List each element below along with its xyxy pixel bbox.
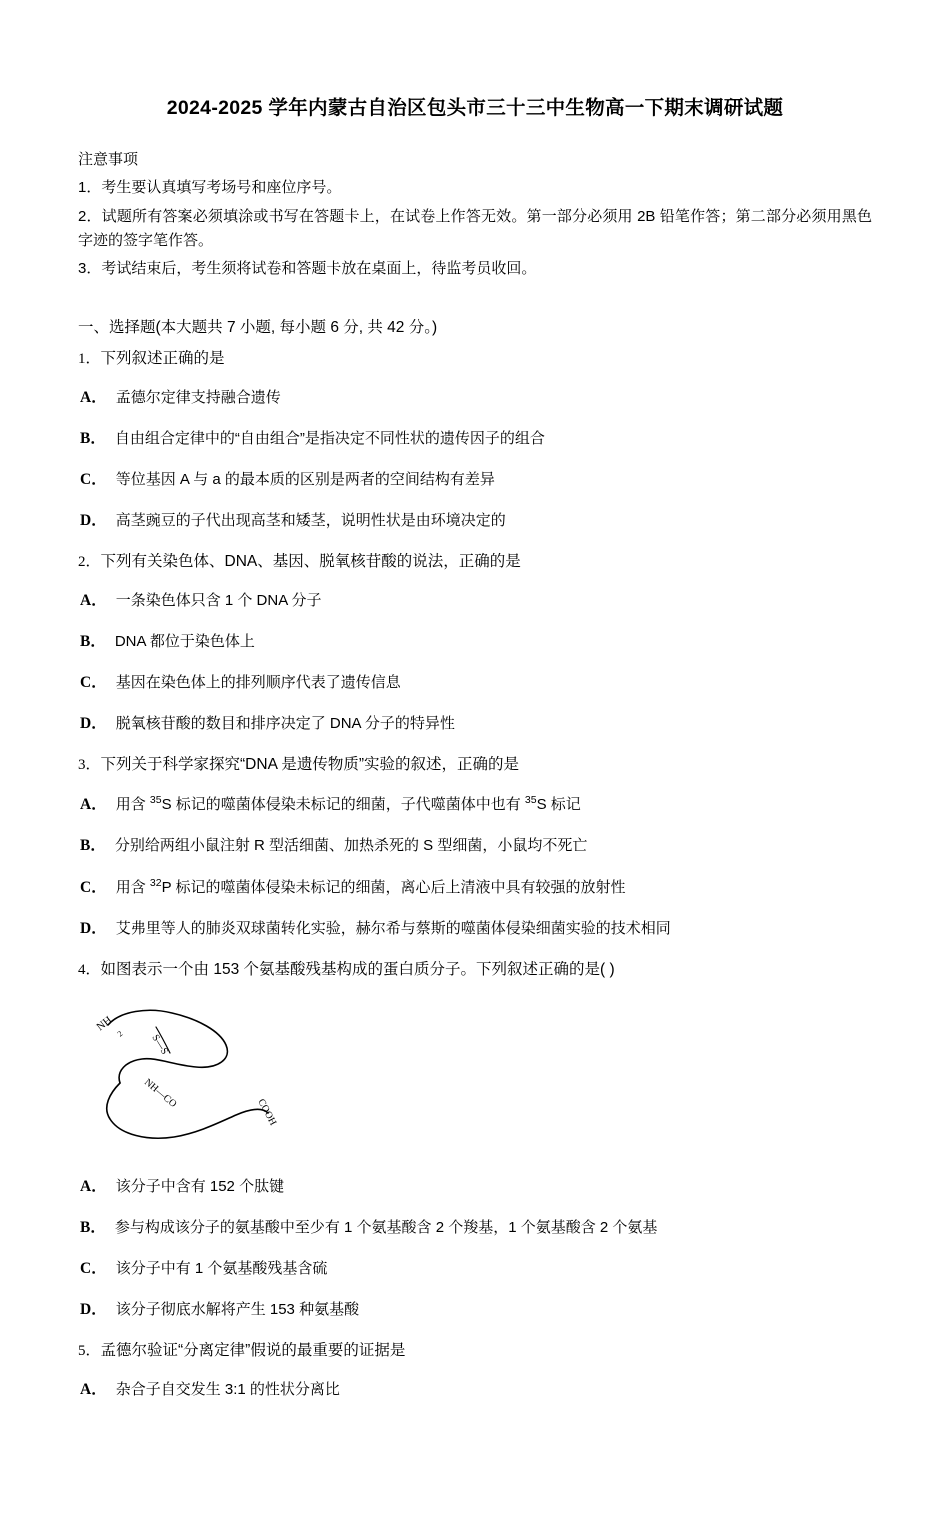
option-label: A． xyxy=(80,1380,107,1398)
question-3-number: 3． xyxy=(78,757,101,774)
question-1-stem: 下列叙述正确的是 xyxy=(100,350,225,368)
option-text-part-1: 用含 xyxy=(115,796,150,813)
question-4-number: 4． xyxy=(78,962,101,979)
label-nh-co: NH—CO xyxy=(142,1076,179,1110)
option-label: B． xyxy=(80,633,106,651)
option-text: DNA 都位于染色体上 xyxy=(114,633,255,651)
option-label: B． xyxy=(80,837,106,855)
page-title: 2024-2025 学年内蒙古自治区包头市三十三中生物高一下期末调研试题 xyxy=(166,97,784,119)
option-text: 孟德尔定律支持融合遗传 xyxy=(115,389,281,407)
option-label: C． xyxy=(80,879,107,897)
section-heading-multiple-choice: 一、选择题(本大题共 7 小题, 每小题 6 分, 共 42 分。) xyxy=(78,319,438,337)
isotope-superscript: 35 xyxy=(149,794,162,806)
option-label: D． xyxy=(80,1300,107,1318)
question-4-option-c xyxy=(78,1257,872,1281)
question-2-stem: 下列有关染色体、DNA、基因、脱氧核苷酸的说法，正确的是 xyxy=(100,553,521,571)
question-3-stem: 下列关于科学家探究“DNA 是遗传物质”实验的叙述，正确的是 xyxy=(100,756,520,774)
option-text: 该分子中有 1 个氨基酸残基含硫 xyxy=(115,1259,328,1277)
question-4-option-d xyxy=(78,1298,872,1322)
protein-chain-diagram xyxy=(86,997,872,1157)
option-text-part-3: S 标记 xyxy=(536,796,581,813)
option-text: 基因在染色体上的排列顺序代表了遗传信息 xyxy=(115,674,401,692)
question-4-stem: 如图表示一个由 153 个氨基酸残基构成的蛋白质分子。下列叙述正确的是( ) xyxy=(100,961,615,979)
option-text: 杂合子自交发生 3:1 的性状分离比 xyxy=(115,1380,340,1398)
question-2-option-d xyxy=(78,712,872,736)
option-text: 脱氧核苷酸的数目和排序决定了 DNA 分子的特异性 xyxy=(115,715,455,733)
option-text-part-2: P 标记的噬菌体侵染未标记的细菌，离心后上清液中具有较强的放射性 xyxy=(161,879,626,897)
option-text: 该分子中含有 152 个肽键 xyxy=(115,1177,285,1195)
question-4-option-b xyxy=(78,1216,872,1240)
option-label: A． xyxy=(80,592,107,610)
option-label: D． xyxy=(80,715,107,733)
option-text: 一条染色体只含 1 个 DNA 分子 xyxy=(115,592,322,610)
question-2-option-c xyxy=(78,671,872,695)
isotope-superscript: 35 xyxy=(524,794,537,806)
question-1-number: 1． xyxy=(78,351,101,368)
notice-item-2: 2．试题所有答案必须填涂或书写在答题卡上，在试卷上作答无效。第一部分必须用 2B 铅笔作答；第二部分必须用黑色字迹的签字笔作答。 xyxy=(78,207,872,249)
option-label: B． xyxy=(80,1218,106,1236)
option-label: B． xyxy=(80,430,106,448)
notice-item-1: 1．考生要认真填写考场号和座位序号。 xyxy=(78,179,342,197)
question-5-number: 5． xyxy=(78,1342,101,1359)
label-nh2: NH xyxy=(94,1013,115,1034)
option-label: D． xyxy=(80,920,107,938)
option-label: A． xyxy=(80,796,107,813)
label-ss: S—S xyxy=(149,1032,170,1057)
question-5-option-a xyxy=(78,1378,872,1402)
question-4 xyxy=(78,958,872,983)
question-2-option-a xyxy=(78,589,872,613)
notice-item-3: 3．考试结束后，考生须将试卷和答题卡放在桌面上，待监考员收回。 xyxy=(78,260,537,278)
question-2-number: 2． xyxy=(78,554,101,571)
question-1-option-a xyxy=(78,386,872,410)
option-text: 分别给两组小鼠注射 R 型活细菌、加热杀死的 S 型细菌，小鼠均不死亡 xyxy=(114,837,588,855)
question-1-option-c xyxy=(78,468,872,492)
question-2-option-b xyxy=(78,630,872,654)
question-5 xyxy=(78,1339,872,1364)
question-1-option-b xyxy=(78,427,872,451)
option-text-part-1: 用含 xyxy=(115,879,150,897)
option-text: 该分子彻底水解将产生 153 种氨基酸 xyxy=(115,1300,360,1318)
option-text: 高茎豌豆的子代出现高茎和矮茎，说明性状是由环境决定的 xyxy=(115,512,506,530)
question-3-option-b xyxy=(78,834,872,858)
option-text: 参与构成该分子的氨基酸中至少有 1 个氨基酸含 2 个羧基，1 个氨基酸含 2 个氨基 xyxy=(114,1218,658,1236)
page-footer-space xyxy=(78,1419,872,1479)
isotope-superscript: 32 xyxy=(149,877,162,890)
question-3-option-c xyxy=(78,875,872,900)
option-label: C． xyxy=(80,674,107,692)
option-text: 艾弗里等人的肺炎双球菌转化实验，赫尔希与蔡斯的噬菌体侵染细菌实验的技术相同 xyxy=(115,920,671,938)
option-label: C． xyxy=(80,471,107,489)
option-text: 自由组合定律中的“自由组合”是指决定不同性状的遗传因子的组合 xyxy=(114,430,545,448)
question-4-option-a xyxy=(78,1175,872,1199)
option-label: C． xyxy=(80,1259,107,1277)
question-2 xyxy=(78,550,872,575)
option-text-part-2: S 标记的噬菌体侵染未标记的细菌，子代噬菌体中也有 xyxy=(161,796,525,813)
spacer xyxy=(78,285,872,315)
question-3 xyxy=(78,753,872,778)
question-1 xyxy=(78,347,872,372)
option-label: A． xyxy=(80,389,107,407)
question-1-option-d xyxy=(78,509,872,533)
question-3-option-d xyxy=(78,917,872,941)
label-cooh: COOH xyxy=(255,1097,279,1128)
notice-heading: 注意事项 xyxy=(78,151,139,169)
option-label: A． xyxy=(80,1177,107,1195)
option-label: D． xyxy=(80,512,107,530)
option-text: 等位基因 A 与 a 的最本质的区别是两者的空间结构有差异 xyxy=(115,471,495,489)
label-nh2-sub: 2 xyxy=(115,1028,125,1039)
question-5-stem: 孟德尔验证“分离定律”假说的最重要的证据是 xyxy=(100,1341,406,1359)
question-3-option-a xyxy=(78,792,872,817)
